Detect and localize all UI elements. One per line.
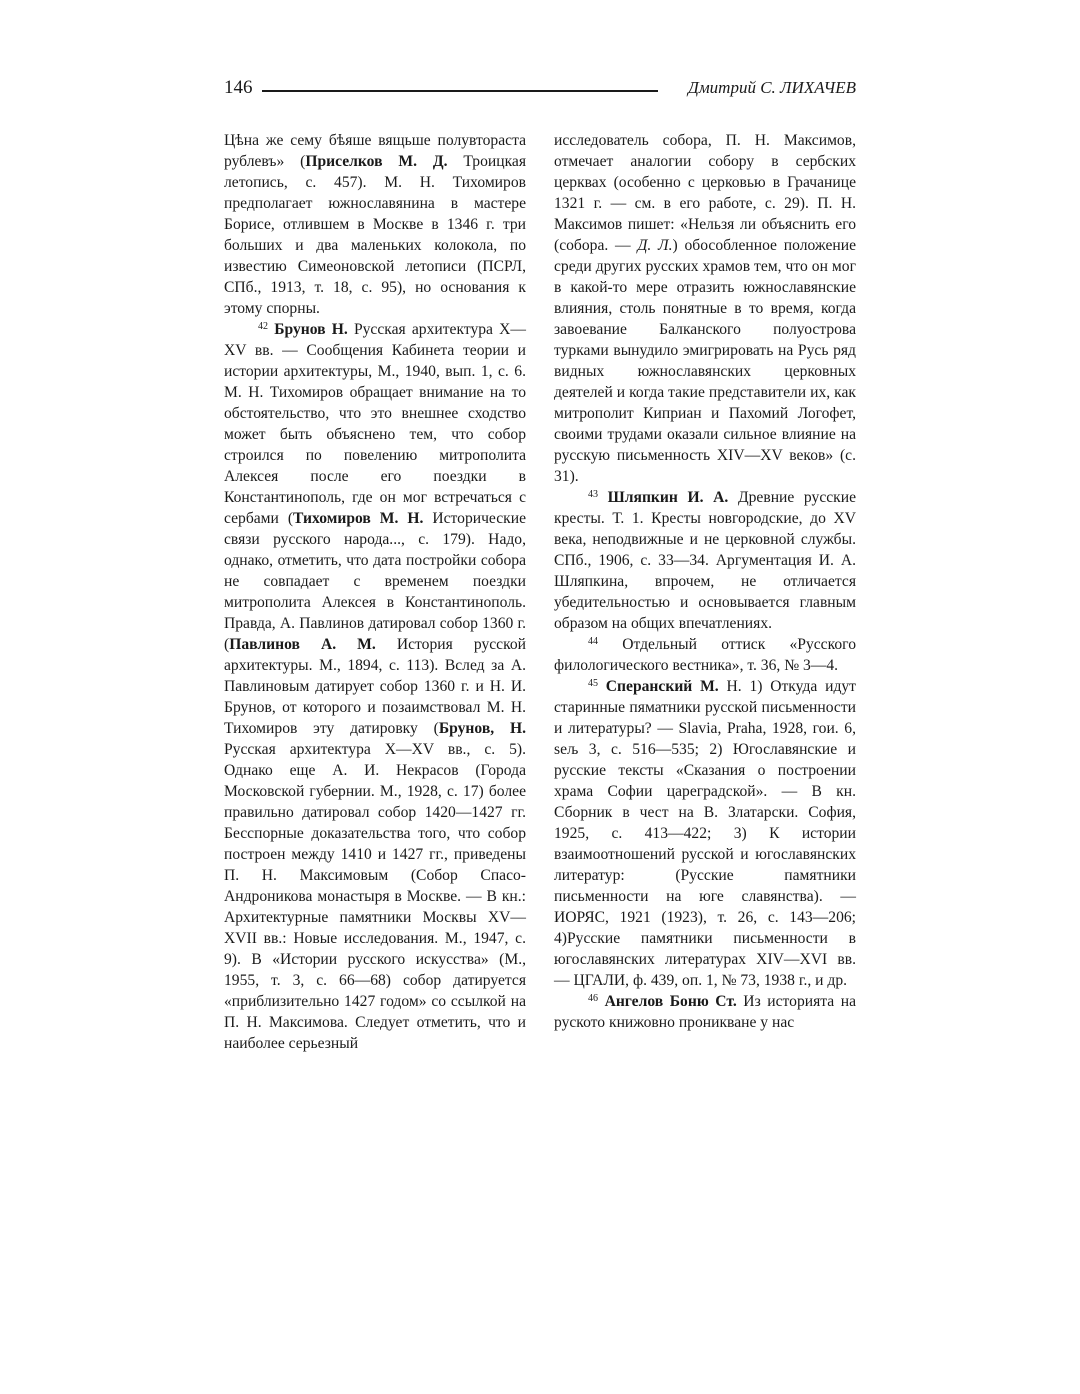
- left-column: [224, 130, 526, 1054]
- footnote-45: [554, 676, 856, 991]
- footnote-number: 45: [588, 678, 598, 689]
- text-run: Отдельный оттиск «Русского филологического вестника», т. 36, № 3—4.: [554, 636, 856, 674]
- header-rule: [262, 90, 658, 92]
- footnote-number: 42: [258, 321, 268, 332]
- footnote-44: [554, 634, 856, 676]
- author-name: Ангелов Боню Ст.: [604, 993, 737, 1010]
- page-number: 146: [224, 77, 253, 98]
- text-run: Исторические связи русского народа..., с. 179). Надо, однако, отметить, что дата постройки собора не совпадает с временем поездки митрополита Алексея в Константинополь. Правда, А. Павлинов датировал собор 1360 г. (: [224, 510, 527, 653]
- running-title: Дмитрий С. ЛИХАЧЕВ: [688, 78, 856, 97]
- right-column: [554, 130, 856, 1033]
- text-run: Н. 1) Откуда идут старинные пяматники русской письменности и литературы? — Slavia, Praha, 1928, гои. 6, seљ 3, с. 516—535; 2) Югославянские и русские тексты «Сказания о построении храма Софии цареградской». — В кн. Сборник в чест на В. Златарски. София, 1925, с. 413—422; 3) К истории взаимоотношений русской и югославянских литератур: (Русские памятники письменности на юге славянства). — ИОРЯС, 1921 (1923), т. 26, с. 143—206; 4)Русские памятники письменности в югославянских литературах XIV—XVI вв. — ЦГАЛИ, ф. 439, оп. 1, № 73, 1938 г., и др.: [554, 678, 856, 989]
- text-run: Троицкая летопись, с. 457). М. Н. Тихомиров предполагает южнославянина в мастере Борисе, отлившем в Москве в 1346 г. три больших и два маленьких колокола, по известию Симеоновской летописи (ПСРЛ, СПб., 1913, т. 18, с. 95), но основания к этому спорны.: [224, 153, 526, 317]
- author-name: Павлинов А. М.: [229, 636, 376, 653]
- text-run: ) обособленное положение среди других русских храмов тем, что он мог в какой-то мере отразить южнославянские влияния, столь понятные в то время, когда завоевание Балканского полуострова турками вынудило эмигрировать на Русь ряд видных южнославянских церковных деятелей и когда такие представители их, как митрополит Киприан и Пахомий Логофет, своими трудами оказали сильное влияние на русскую письменность XIV—XV веков» (с. 31).: [554, 237, 856, 485]
- text-run: История русской архитектуры. М., 1894, с. 113). Вслед за А. Павлиновым датирует собор 1360 г. и Н. И. Брунов, от которого и позаимствовал М. Н. Тихомиров эту датировку (: [224, 636, 527, 737]
- text-run: Древние русские кресты. Т. 1. Кресты новгородские, до XV века, неподвижные и не церковной службы. СПб., 1906, с. 33—34. Аргументация И. А. Шляпкина, впрочем, не отличается убедительностью и основывается главным образом на общих впечатлениях.: [554, 489, 857, 632]
- page-header: [224, 76, 856, 106]
- author-name: Приселков М. Д.: [305, 153, 448, 170]
- text-run: Русская архитектура X—XV вв. — Сообщения Кабинета теории и истории архитектуры, М., 1940, вып. 1, с. 6. М. Н. Тихомиров обращает внимание на то обстоятельство, что это внешнее сходство может быть объяснено тем, что собор строился по повелению митрополита Алексея после его поездки в Константинополь, где он мог встречаться с сербами (: [224, 321, 526, 527]
- author-name: Тихомиров М. Н.: [293, 510, 424, 527]
- author-name: Брунов, Н.: [438, 720, 527, 737]
- author-name: Сперанский М.: [605, 678, 719, 695]
- paragraph: [224, 130, 526, 319]
- footnote-number: 44: [588, 636, 598, 647]
- footnote-43: [554, 487, 856, 634]
- author-name: Брунов Н.: [274, 321, 348, 338]
- text-run: Из историята на руското книжовно проникване у нас: [554, 993, 857, 1031]
- footnote-number: 43: [588, 489, 598, 500]
- text-run: Русская архитектура X—XV вв., с. 5). Однако еще А. И. Некрасов (Города Московской губернии. М., 1928, с. 17) более правильно датировал собор 1420—1427 гг. Бесспорные доказательства того, что собор построен между 1410 и 1427 гг., приведены П. Н. Максимовым (Собор Спасо-Андроникова монастыря в Москве. — В кн.: Архитектурные памятники Москвы XV—XVII вв.: Новые исследования. М., 1947, с. 9). В «Истории русского искусства» (М., 1955, т. 3, с. 66—68) собор датируется «приблизительно 1427 годом» со ссылкой на П. Н. Максимова. Следует отметить, что и наиболее серьезный: [224, 741, 526, 1052]
- footnote-42: [224, 319, 526, 1054]
- paragraph: [554, 130, 856, 487]
- footnote-46: [554, 991, 856, 1033]
- initials: Д. Л.: [637, 237, 673, 254]
- text-run: Цѣна же сему бѣяше вящьше полувтораста рублевъ» (: [224, 132, 526, 170]
- author-name: Шляпкин И. А.: [607, 489, 729, 506]
- footnote-number: 46: [588, 993, 598, 1004]
- text-run: исследователь собора, П. Н. Максимов, отмечает аналогии собору в сербских церквах (особенно с церковью в Грачанице 1321 г. — см. в его работе, с. 29). П. Н. Максимов пишет: «Нельзя ли объяснить его (собора. —: [554, 132, 856, 254]
